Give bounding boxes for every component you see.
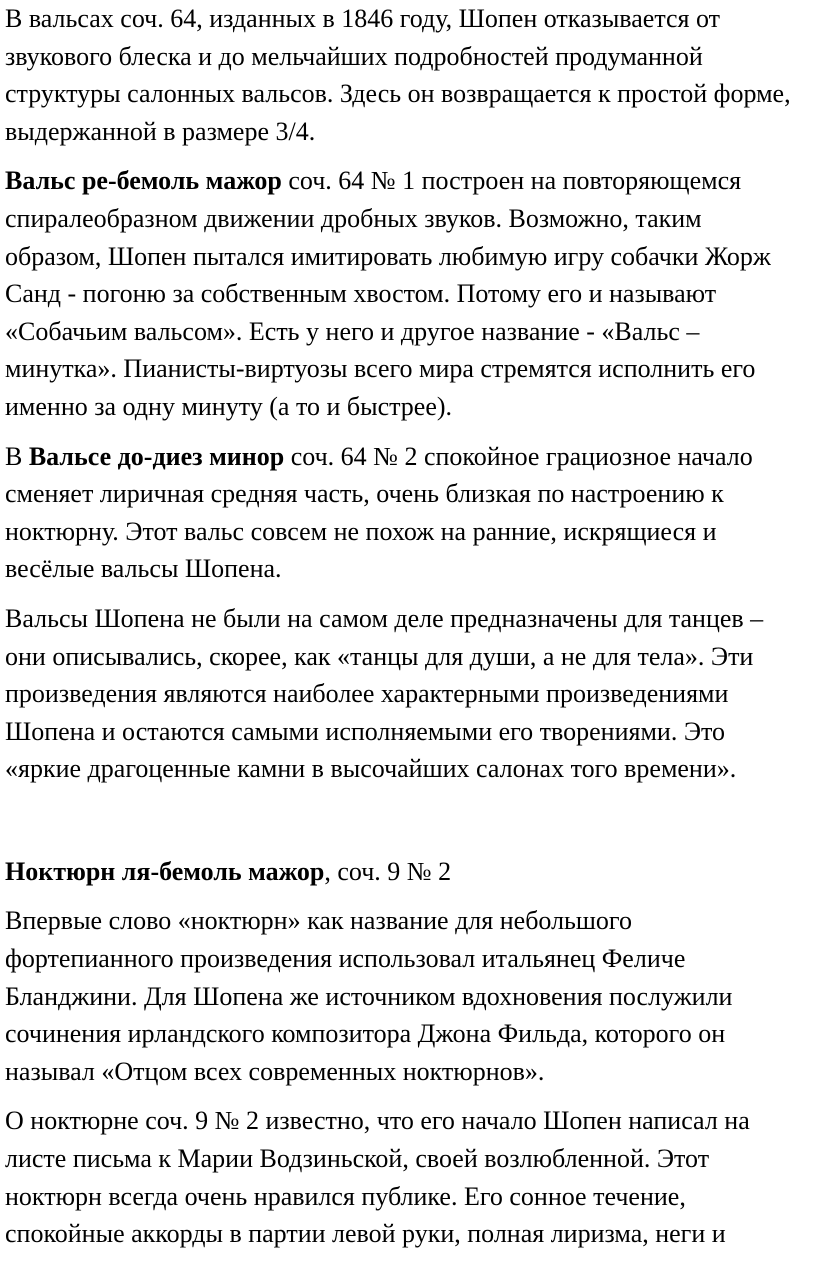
text-segment: , соч. 9 № 2 [324, 856, 452, 886]
paragraph-waltz-d-flat-major [5, 162, 804, 425]
bold-title-nocturne-a-flat-major: Ноктюрн ля-бемоль мажор [5, 856, 325, 886]
bold-title-waltz-c-sharp-minor: Вальсе до-диез минор [28, 441, 285, 471]
text-segment: О ноктюрне соч. 9 № 2 известно, что его начало Шопен написал на листе письма к Марии Водзиньской, своей возлюбленной. Этот ноктюрн всегда очень нравился публике. Его сонное течение, спокойные аккорды в партии левой руки, полная лиризма, неги и [5, 1106, 750, 1249]
paragraph-waltz-c-sharp-minor [5, 438, 804, 588]
text-segment: Впервые слово «ноктюрн» как название для небольшого фортепианного произведения использовал итальянец Феличе Бланджини. Для Шопена же источником вдохновения послужили сочинения ирландского композитора Джона Фильда, которого он называл «Отцом всех современных ноктюрнов». [5, 906, 733, 1086]
paragraph-nocturne-origin [5, 902, 804, 1090]
text-segment: В [5, 441, 29, 471]
bold-title-waltz-d-flat-major: Вальс ре-бемоль мажор [5, 166, 282, 196]
paragraph-nocturne-op9-no2 [5, 1102, 804, 1252]
text-segment: соч. 64 № 1 построен на повторяющемся спиралеобразном движении дробных звуков. Возможно, таким образом, Шопен пытался имитировать любимую игру собачки Жорж Санд - погоню за собственным хвостом. Потому его и называют «Собачьим вальсом». Есть у него и другое название - «Вальс – минутка». Пианисты-виртуозы всего мира стремятся исполнить его именно за одну минуту (а то и быстрее). [5, 166, 771, 421]
text-segment: Вальсы Шопена не были на самом деле предназначены для танцев – они описывались, скорее, как «танцы для души, а не для тела». Эти произведения являются наиболее характерными произведениями Шопена и остаются самыми исполняемыми его творениями. Это «яркие драгоценные камни в высочайших салонах того времени». [5, 603, 764, 784]
heading-nocturne-a-flat-major [5, 853, 804, 891]
paragraph-waltzes-op64-intro [5, 0, 804, 150]
blank-line [5, 800, 804, 853]
paragraph-waltzes-summary [5, 600, 804, 788]
text-segment: В вальсах соч. 64, изданных в 1846 году, Шопен отказывается от звукового блеска и до мельчайших подробностей продуманной структуры салонных вальсов. Здесь он возвращается к простой форме, выдержанной в размере 3/4. [5, 4, 791, 146]
text-segment: соч. 64 № 2 спокойное грациозное начало сменяет лиричная средняя часть, очень близкая по настроению к ноктюрну. Этот вальс совсем не похож на ранние, искрящиеся и весёлые вальсы Шопена. [5, 441, 753, 584]
